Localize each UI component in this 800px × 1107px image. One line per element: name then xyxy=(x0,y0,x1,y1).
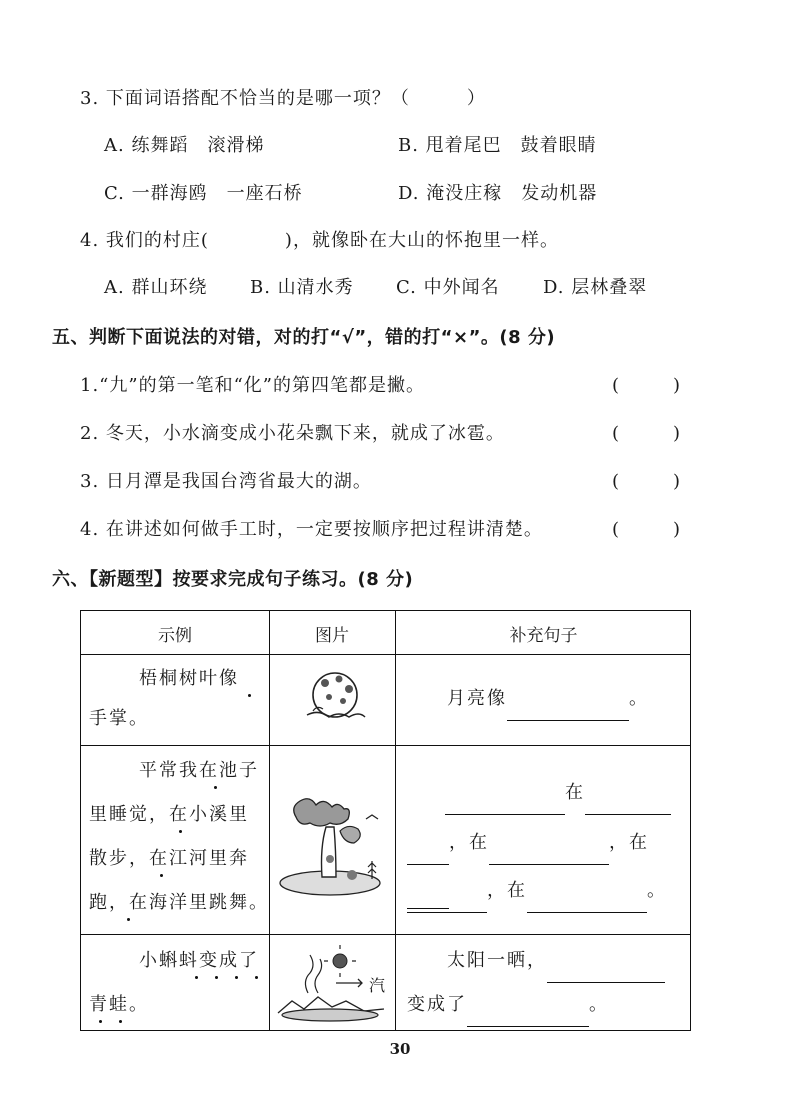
row2-blank-1[interactable] xyxy=(445,792,565,815)
row1-blank[interactable] xyxy=(507,698,629,721)
judge-answer-4[interactable]: ( ) xyxy=(612,519,681,540)
judge-item-3: 3. 日月潭是我国台湾省最大的湖。 xyxy=(80,471,372,492)
section6-title: 六、【新题型】按要求完成句子练习。(8 分) xyxy=(52,569,414,590)
judge-item-2: 2. 冬天，小水滴变成小花朵飘下来，就成了冰雹。 xyxy=(80,423,505,444)
row2-zai-1: 在 xyxy=(565,782,585,803)
q3-option-b: B. 甩着尾巴 鼓着眼睛 xyxy=(398,135,597,156)
moon-icon xyxy=(299,667,369,727)
header-example: 示例 xyxy=(158,626,192,646)
row2-example-line2: 里睡觉，在小溪里 xyxy=(89,804,249,825)
row3-sentence-line2 xyxy=(407,983,609,1027)
judge-answer-2[interactable]: ( ) xyxy=(612,423,681,444)
judge-item-1: 1.“九”的第一笔和“化”的第四笔都是撇。 xyxy=(80,375,425,396)
q3-option-c: C. 一群海鸥 一座石桥 xyxy=(104,183,303,204)
q3-stem: 3. 下面词语搭配不恰当的是哪一项？（ ） xyxy=(80,88,486,109)
row2-example-line3: 散步，在江河里奔 xyxy=(89,848,249,869)
sentence-table xyxy=(80,610,691,1031)
row2-sentence-line1 xyxy=(407,771,671,815)
row2-blank-4[interactable] xyxy=(489,842,609,865)
header-complete-sentence: 补充句子 xyxy=(509,626,578,646)
q3-option-a: A. 练舞蹈 滚滑梯 xyxy=(104,135,265,156)
row2-example-line1: 平常我在池子 xyxy=(139,760,259,781)
row2-example-line4: 跑，在海洋里跳舞。 xyxy=(89,892,269,913)
row1-sentence xyxy=(447,677,649,721)
steam-label: 汽 xyxy=(369,976,386,995)
row2-zai-3: ，在 xyxy=(609,832,649,853)
row2-blank-7[interactable] xyxy=(527,890,647,913)
row2-blank-6[interactable] xyxy=(407,890,487,913)
page-number: 30 xyxy=(389,1040,411,1058)
q4-option-b: B. 山清水秀 xyxy=(250,277,354,298)
row3-example-line1: 小蝌蚪变成了 xyxy=(139,950,259,971)
q4-option-c: C. 中外闻名 xyxy=(396,277,500,298)
row1-example-line1: 梧桐树叶像 xyxy=(139,668,239,689)
row2-zai-4: ，在 xyxy=(487,880,527,901)
row1-end: 。 xyxy=(629,688,649,709)
q4-stem: 4. 我们的村庄( )，就像卧在大山的怀抱里一样。 xyxy=(80,230,559,251)
row3-blank-2[interactable] xyxy=(467,1004,589,1027)
q4-option-d: D. 层林叠翠 xyxy=(543,277,648,298)
q4-option-a: A. 群山环绕 xyxy=(104,277,208,298)
row3-sentence-line1 xyxy=(447,939,665,983)
landscape-illustration-icon xyxy=(274,787,392,905)
row2-blank-2[interactable] xyxy=(585,792,671,815)
header-picture: 图片 xyxy=(315,626,349,646)
row2-zai-2: ，在 xyxy=(449,832,489,853)
q3-option-d: D. 淹没庄稼 发动机器 xyxy=(398,183,598,204)
row1-prefix: 月亮像 xyxy=(447,688,507,709)
judge-answer-1[interactable]: ( ) xyxy=(612,375,681,396)
judge-item-4: 4. 在讲述如何做手工时，一定要按顺序把过程讲清楚。 xyxy=(80,519,543,540)
row3-example-line2: 青蛙。 xyxy=(89,994,149,1015)
row1-example-line2: 手掌。 xyxy=(89,708,149,729)
section5-title: 五、判断下面说法的对错，对的打“√”，错的打“×”。(8 分) xyxy=(52,327,556,348)
row2-sentence-line3 xyxy=(407,869,667,913)
row3-prefix: 太阳一晒， xyxy=(447,950,547,971)
row3-prefix2: 变成了 xyxy=(407,994,467,1015)
judge-answer-3[interactable]: ( ) xyxy=(612,471,681,492)
row3-end: 。 xyxy=(589,994,609,1015)
row3-blank-1[interactable] xyxy=(547,960,665,983)
row2-end: 。 xyxy=(647,880,667,901)
row2-blank-3[interactable] xyxy=(407,842,449,865)
